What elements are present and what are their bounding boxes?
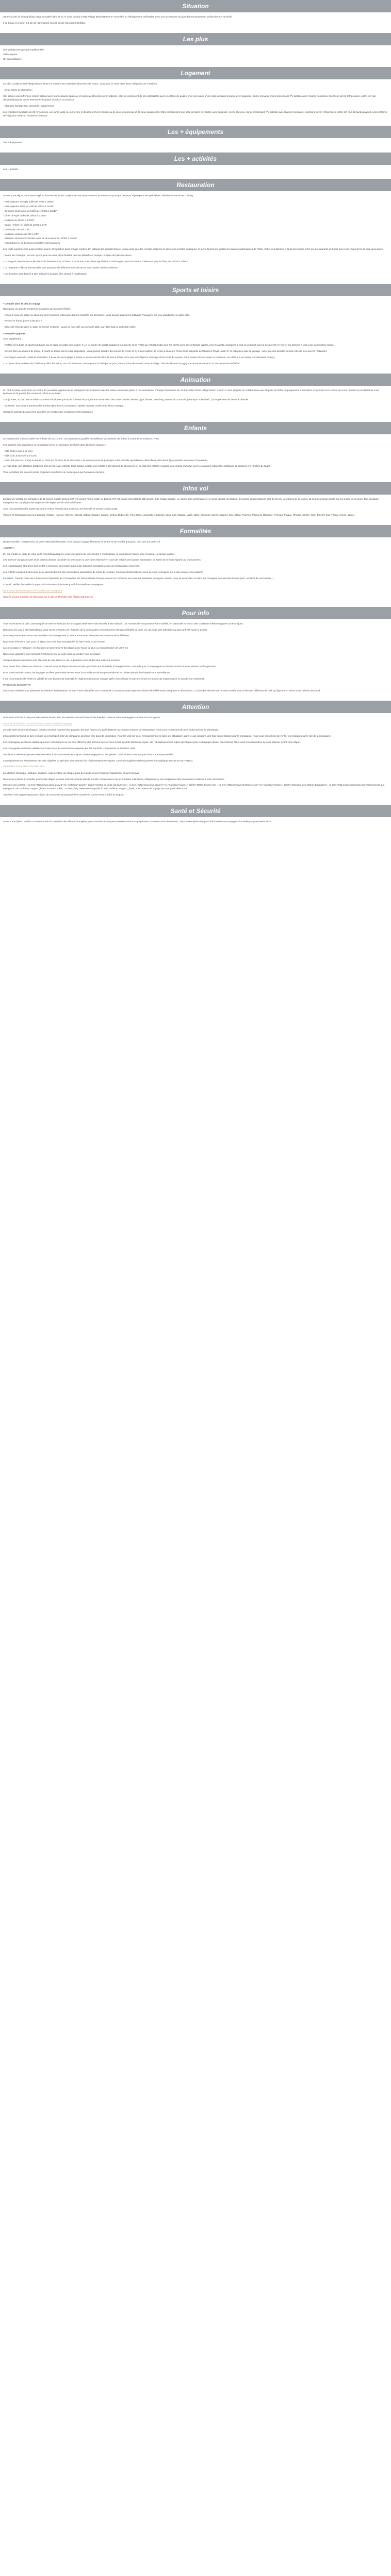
- paragraph: Tous les horaires de vols communiqués ont été transmis par la compagnie aérienne et sont donnés à titre indicatif. Les horaires de vols peuvent être modifiés, en particulier en raison des conditions météorologiques ou techniques.: [3, 622, 244, 625]
- paragraph: La situation climatique, politique, sanitaire, réglementaire de chaque pays du monde peuvent changer rapidement et sans préavis.: [3, 771, 140, 774]
- paragraph: Découvrez un plus de nombreuses activités que propose l'hôtel :: [3, 307, 71, 310]
- paragraph: L'enregistrement et le traitement des vols réguliers ou spéciaux sont soumis à la réglementation en vigueur. Des frais supplémentaires peuvent être appliqués en cas de non-respect.: [3, 759, 193, 762]
- section-title: Les plus: [183, 35, 208, 43]
- meal-item: - Dîner de style buffet de 19h00 à 21h30*: [3, 214, 46, 217]
- paragraph: Certaines activités peuvent être annulées en fonction des conditions météorologiques.: [3, 411, 94, 414]
- paragraph: A NOTER :: [3, 546, 15, 549]
- section-restauration: [0, 191, 391, 283]
- paragraph: Située à côté de la magnifique plage de sable blanc et fin, le Club Coralia Cristal Village Beach Resort 4* vous offre un hébergement confortable avec une architecture qui joue harmonieusement la blancheur et la mixité.: [3, 15, 233, 18]
- paragraph: Toutefois il est rappelé qu'aucune région du monde ne saurait peut-être considérée comme étant à l'abri de risques.: [3, 793, 124, 796]
- paragraph: Les liaisons aériennes peuvent être soumises à des contraintes techniques, météorologiques ou des grèves. Ces incidents n'entrent pas dans notre responsabilité.: [3, 753, 174, 756]
- meal-item: - Glaces de 10h00 à 23h*: [3, 228, 30, 231]
- paragraph: - Mini-Club (de 4 à 12 ans) en été et en hiver (en fonction de la demande). Les enfants pourront participer à des activités quotidiennes diversifiées selon leurs âges pendant les heures d'ouverture.: [3, 459, 208, 462]
- paragraph: Les mineurs voyageant sans leurs parents devront posséder un passeport ou une carte d'identité en cours de validité ainsi qu'une autorisation de sortie de territoire signée par leurs parents.: [3, 558, 202, 562]
- section-header-logement: [0, 67, 391, 79]
- hotel-description-page: [0, 0, 391, 832]
- paragraph: - Amusez-vous à la plage ou dans une des 5 piscines extérieures (dont 1 chauffée sur demande). Vous pouvez également pratiquer l'Aquagym, les jeux aquatiques, le water-polo.: [3, 313, 190, 316]
- paragraph-heading: PRÉCISION DESCRIPTIF: [3, 683, 31, 686]
- section-attention: [0, 713, 391, 805]
- section-title: Animation: [180, 376, 211, 383]
- section-header-sports: [0, 284, 391, 296]
- travellers-info-heading: INFORMATIONS AUX VOYAGEURS :: [3, 766, 45, 769]
- section-title: Enfants: [184, 424, 207, 432]
- section-header-sante: [0, 805, 391, 817]
- section-title: Formalités: [180, 527, 211, 535]
- meal-item: - Petit-déjeuner tardif au café de 10h15 à 11h15*: [3, 205, 55, 208]
- paragraph: Dans tous les cas, il est impératif que vous soyez présents à la réception de la convocation comprenant les horaires définitifs de votre vol, qui vous sera adressée au plus tard 72h avant le départ.: [3, 628, 208, 631]
- section-header-vol: [0, 482, 391, 495]
- section-activites: [0, 165, 391, 179]
- kids-club-item: - Kids Club Junior (de 4 à 6 ans): [3, 454, 37, 457]
- paragraph: Les + activités: [3, 167, 19, 171]
- plus-item: Vaste espace: [3, 53, 18, 56]
- paragraph: - Rechargez-vous à la moitié de vos loisirs, à deux pas de la plage. Il existe un centre de bien-être de luxe à l'hôtel sur le spa qui intègre le massage et les soins de la peau. Vous pouvez trouver aussi un hammam, un coiffeur et un sauna (sur demande / supp.): [3, 355, 275, 359]
- paragraph: Pour la sécurité de chacun, les bagages et effets personnels restent sous la surveillance de leur propriétaire et ne doivent jamais être laissés sans surveillance.: [3, 671, 170, 674]
- country-sheet-link[interactable]: Cliquez ici pour consulter la fiche pays sur le site du Ministère des Affaires Étrangères: [3, 595, 93, 598]
- paragraph: Nous ne pouvons être tenus responsables d'un changement d'horaire entre votre réservation et la convocation définitive.: [3, 634, 130, 637]
- section-info: [0, 619, 391, 701]
- paragraph: - Restez en forme, jouez à des jeux !: [3, 319, 42, 323]
- paragraph: La flotte de Volotea est composée de 19 avions modèle Boeing 737 et 6 avions Airbus A319. Le Boeing 717 est équipé d'un total de 125 sièges, 5 de chaque rangée. Le sièges sont confortables et le siège central est attribué, les sièges couloir (places) sont de 81 cm. Les sièges de la rangée 12 sont des sièges situés sur les issues de secours. Tout passager voyageant sur ces sièges doit respecter des règles de sécurité spécifiques.: [3, 498, 379, 504]
- section-header-formalites: [0, 525, 391, 537]
- paragraph: - Deux sortes de chambres :: [3, 89, 33, 92]
- paragraph: Nous vous informons que, pour un séjour, les nuits sont susceptibles de faire l'objet d'une écoute.: [3, 640, 106, 643]
- section-title: Les + activités: [174, 155, 217, 162]
- section-situation: [0, 12, 391, 33]
- paragraph: - Le centre de la thalasso de l'hôtel vous offre des soins, Jacuzzi, hammam, massages et la thérapie en pont, sauna, soins de beauté, cures anti-âge ; bain bouillonnant (supp.). Le centre se trouve à 20 min de voiture de l'hôtel.: [3, 362, 240, 365]
- paragraph: Les chambres familiales de 25 m² sont une vue sur le jardin ou sur la mer et disposent d'un lit double ou de deux lits jumeaux et de deux canapés-lits. Elles comprennent une salle de bains en marbre avec baignoire, sèche-cheveux, miroir grossissant, TV satellite avec chaînes musicales, téléphone direct, réfrigérateur, coffre-fort (sur demande/payant), accès Internet Wi-Fi gratuit et balcon meublé ou terrasse.: [3, 110, 387, 117]
- paragraph: Lors de votre arrivée à l'aéroport, certains services pourront être payants, tels que l'accès à la salle d'attente ou certains services de restauration. Nous vous remercions de bien vouloir prévoir le nécessaire.: [3, 728, 219, 732]
- paragraph: Bonne nouvelle : Compte tenu de votre nationalité française, vous pouvez voyager librement en Grèce et sur les îles grecques, quel que soit votre vol.: [3, 540, 161, 543]
- paragraph: Nous vous informons que pour des raisons de sécurité, les mesures de restriction sur les liquides contenus dans les bagages cabines sont en vigueur.: [3, 716, 161, 719]
- paragraph: Au Kids Club, une sélection d'activités sera pensée aux enfants. Club Coralia invitera vos enfants à des ateliers de découverte et au club des enfants ! Laissez vos enfants s'amuser avec les activités culturelles, artistiques et sportives (en fonction de l'âge).: [3, 465, 271, 468]
- paragraph: Avant votre départ, veuillez consulter le site du ministère des Affaires étrangères pour consulter les risques sanitaires existants qui peuvent concerner votre destination : https://www.diplomatie.gouv.fr/fr/conseils-aux-voyageurs/conseils-par-pays-destination/: [3, 820, 271, 823]
- kids-club-item: - Kids Club (4 ans à 12 ans): [3, 449, 32, 452]
- paragraph: Les activités sont proposées en coopération avec un animateur de l'hôtel dans plusieurs langues :: [3, 443, 106, 446]
- paragraph: - Snack Bar Orangos : un coin sympa pour les amis et les familles pour se détendre et manger un choix de plats de saison.: [3, 254, 132, 257]
- section-title: Les + équipements: [167, 128, 224, 135]
- paragraph: Les + équipement :: [3, 141, 24, 144]
- section-header-info: [0, 607, 391, 619]
- included-bullet: [3, 302, 388, 306]
- paragraph: Nous vous invitons à consulter avant votre départ les sites Internet suivants afin de prendre connaissance des éventuelles restrictions, obligations ou tout simplement des informations relatives à votre destination.: [3, 777, 225, 781]
- section-title: Situation: [182, 3, 209, 10]
- section-title: Logement: [181, 70, 210, 77]
- section-equipements: [0, 138, 391, 152]
- section-vol: [0, 495, 391, 525]
- paragraph: Vous devez être présent au minimum 2 heures avant le départ de votre vol pour procéder aux formalités d'enregistrement. Faute de quoi, la compagnie se réserve le droit de vous refuser l'embarquement.: [3, 665, 217, 668]
- section-header-restauration: [0, 179, 391, 191]
- paragraph: - Chambre familiale (sur demande / supplément) :: [3, 105, 56, 108]
- paragraph: En Club Coralia, vous serez au centre de nouvelles expériences et partagerez des moments avec les autres vacanciers grâce à nos animations. L'équipe d'animation du Club Coralia Cristal Village Beach Resort 4* vous propose en collaboration avec l'équipe de l'hôtel un programme d'animation en journée et en soirée, qui vous donnera la possibilité de vous épanouir et de passer des vacances riches en activités.: [3, 388, 379, 395]
- meal-item: - Sélection de boissons locales avec et sans alcool de 10h00 à minuit*: [3, 237, 77, 240]
- paragraph: - Bréez de l'énergie dans le salon de remise en forme ; jouez au mini-golf, au tennis de table, au volley-ball ou au beach-volley.: [3, 326, 136, 329]
- paragraph: - Le restaurant Tiblissa est favorable pour proposer de délicieux fruits de mer et une cuisine méditerranéenne.: [3, 266, 119, 269]
- paragraph: - L'Ecumbaya et de boissons importées sont payantes.: [3, 242, 61, 245]
- diplomatie-link[interactable]: https://www.diplomatie.gouv.fr/fr/conseils-aux-voyageurs: [3, 589, 62, 592]
- paragraph: Conseil : vérifiez l'actualité du pays sur le site www.diplomatie.gouv.fr/fr/conseils-aux-voyageurs: [3, 583, 104, 586]
- paragraph: Durant votre séjour, vous serez logé en formule tout inclus comprenant les repas suivants au restaurant principal Veranda, réputé pour ses spécialités culinaires et son show cooking :: [3, 194, 194, 197]
- paragraph: Les enfants voyageant sans leurs deux parents doivent être munis d'une autorisation de sortie de territoire. Pour plus d'informations, merci de vous renseigner sur le site www.service-public.fr: [3, 571, 203, 574]
- section-enfants: [0, 434, 391, 482]
- section-animation: [0, 386, 391, 422]
- paragraph: Nous vous rappelons que l'aéroport n'est pas le lieu de votre point de rendez-vous de départ.: [3, 653, 101, 656]
- section-header-equipements: [0, 126, 391, 138]
- paragraph: Il se trouve à environ 2,5 km de Hammamet et à 25 km de l'aéroport d'Enfidha.: [3, 21, 86, 24]
- paragraph: Ministère de la Santé : <a href="http://www.sante.gouv.fr" rel="nofollow" target="_blank">Institut de veille sanitaire</a> : <a href="http://www.invs.sante.fr" rel="nofollow" target="_blank">Météo France</a> : <a href="http://www.meteofrance.com" rel="nofollow" target="_blank">Ministère des Affaires Étrangères : <a href="http://www.diplomatie.gouv.fr/fr/conseils-aux-voyageurs" rel="nofollow" target="_blank">Service public : <a href="http://www.service-public.fr" rel="nofollow" target="_blank">Documents de voyage pour les particuliers.</a>: [3, 784, 385, 790]
- paragraph: - Si vous êtes un amateur de tennis, 4 courts de tennis sont à votre disposition. Vous pouvez prendre des leçons de tennis et il y a des matériel de tennis à louer. Le Tennis Club fait partie de l'Ukinteur Royal Nation 5* et est à deux pas de la plage ; ainsi que des activités de bien-être de luxe avec le restaurant.: [3, 349, 328, 352]
- meal-item: - Déjeuner sous forme de buffet de 12h30 à 14h30*: [3, 210, 57, 213]
- paragraph: Les ressortissants étrangers sont invités à s'informer des règles auprès des autorités consulaires et/ou de l'ambassade concernée.: [3, 565, 140, 568]
- bullet-label: En option payante: [4, 332, 25, 335]
- bullet-icon: •: [3, 302, 5, 305]
- paragraph: Les compagnies aériennes utilisées ont toutes reçu les autorisations requises par les autorités compétentes de l'aviation civile.: [3, 747, 136, 750]
- paragraph: Les chefs expérimentés puiseront leur source d'inspiration dans chaque contrée. En utilisant des produits frais et locaux ainsi que des recettes inspirées et saines de recettes classiques, le menu fournit à la palette les saveurs authentiques de l'hôtel. Votre seul dilemme ? Quel bus choisir entre les 4 restaurants et 3 bars pour vivre l'expérience la plus savoureuse.: [3, 248, 384, 251]
- paragraph: Les photos utilisées pour présenter les hôtels et la destination ne sont à titre indicatif et non contractuel. Concernant votre logement, l'hôtel offre différentes catégories et décorations. La chambre allouée lors de votre arrivée pourra être une différente de celle qui figurent en photo sur le présent descriptif.: [3, 689, 321, 692]
- paragraph: Il est recommandé de vérifier la validité de vos documents d'identité, la réglementation peut changer après votre départ et nous ne serons en aucun cas responsables en cas de non-conformité.: [3, 677, 205, 680]
- section-plus: [0, 45, 391, 67]
- paragraph: Le Coralia Kids Club accueille vos enfants de 4 à 12 ans. Les animateurs qualifiés accueilleront vos enfants, de 10h00 à 12h00 et de 14h00 à 17h00.: [3, 437, 160, 440]
- paragraph: Avec supplément :: [3, 337, 23, 341]
- bullet-label: Compris dans le prix du voyage: [4, 302, 41, 305]
- section-header-animation: [0, 374, 391, 386]
- section-formalites: [0, 537, 391, 607]
- plus-item: Une architecture grecque traditionnelle: [3, 48, 44, 51]
- paragraph: * Les horaires sont donnés à titre indicatif et peuvent être soumis à modification.: [3, 272, 87, 275]
- meal-item: - Snack - Pizza (en plus) de 12h30 à 17h*: [3, 223, 47, 226]
- paragraph: - En soirée, tous vous proposons des soirées rythmées et conviviales : Apéritif dansant, soirée jeux, show musique...: [3, 404, 125, 408]
- section-header-attention: [0, 701, 391, 713]
- paragraph: Important : Dans le cadre de la lutte contre l'épidémie de Coronavirus, les ressortissants français doivent se conformer aux mesures sanitaires en vigueur dans le pays de destination et selon les consignes des autorités locales (test, certificat de vaccination...).: [3, 577, 274, 580]
- paragraph: La convocation à l'aéroport ; les horaires se basent sur le décollage à une heure de plus ou moins l'horaire de votre vol.: [3, 647, 128, 650]
- section-header-activites: [0, 152, 391, 165]
- meal-item: - Collation nocturne de 23h à 23h*: [3, 232, 39, 235]
- paragraph: - La Pergola Taverna est un lieu de sortie fabuleux pour un bistro sous la mer. Les clients apprécient la cuisine grecque et le service chaleureux pour le dîner de 19h00 à 21h00*: [3, 260, 188, 263]
- section-title: Infos vol: [183, 485, 208, 493]
- paragraph: Le Club Coralia Cristal Village Beach Resort 4* compte 322 chambres blanches à la chaux. Vous avez le choix entre deux catégories de chambres :: [3, 82, 158, 86]
- section-logement: [0, 79, 391, 125]
- paragraph: Certains départs ou retours sont effectués de nuit. Dans ce cas, la première et/ou la dernière nuit sera écourtée.: [3, 659, 121, 662]
- bullet-icon: •: [3, 332, 5, 335]
- paragraph: Pour les bébés, les parents seront organisés sous forme de rondes pour que l'activité se termine.: [3, 471, 105, 474]
- section-header-situation: [0, 0, 391, 12]
- section-header-plus: [0, 33, 391, 45]
- section-sports: [0, 296, 391, 374]
- paragraph: L'enregistrement peut se faire en ligne ou à l'aéroport selon la compagnie aérienne et le pays de destination. Pour les vols low cost, l'enregistrement en ligne est obligatoire, dans le cas contraire, des frais seront facturés par la compagnie. Nous vous conseillons de vérifier les modalités sur le site de la compagnie.: [3, 735, 332, 738]
- section-title: Restauration: [176, 181, 215, 189]
- meal-item: - Collation de 15h00 à 17h00*: [3, 218, 35, 222]
- paragraph: Avec l'incorporation des quatre nouveaux Airbus, Volotea aura des lieux une flotte de 23 avions courant 2016.: [3, 507, 118, 510]
- paragraph: - Profitez de la base de sports nautiques sur la plage de sable pour goûter. Il y a un centre de sports nautiques tout proche de la l'hôtel qui est disponible pour les clients avec des certificats valides, avec 5 canots, 3 barques à voile et un kayak pour la découverte en mer et sur planche à voile avec un moniteur (supp.).: [3, 343, 335, 346]
- meal-item: - Petit-déjeuner de style buffet de 7h00 à 10h00*: [3, 200, 54, 204]
- paragraph: Ces pièces vous offrent un confort optimal avec leurs espaces spacieux et lumineux. Décorées avec sobriété, elles se composent de lits confortables avec une literie de qualité, d'un coin salon, d'une salle de bains privative avec baignoire, sèche-cheveux, miroir grossissant, TV satellite avec chaînes musicales, téléphone direct, réfrigérateur, coffre-fort (sur demande/payant), accès Internet Wi-Fi gratuit et balcon ou terrasse.: [3, 95, 376, 101]
- section-title: Sports et loisirs: [172, 286, 219, 294]
- option-bullet: [3, 332, 388, 336]
- plus-item: Un bon ambiance: [3, 57, 22, 60]
- section-title: Attention: [182, 703, 209, 711]
- section-title: Pour info: [182, 609, 209, 617]
- paragraph: - En journée, un plan des activités sportives et ludiques qui font le richesse du programme d'animation des clubs Coralia. Aerobic, gym, fitness, stretching, water-polo, tournois (pétanque, volley-ball...) vous permettront de vous défouler...: [3, 398, 251, 401]
- section-header-enfants: [0, 422, 391, 434]
- paragraph: Les compagnies aériennes utilisées pour les vols charters ou low cost offrent le plus souvent des services à bord payants (boissons, repas, etc.) et appliquent des règles spécifiques pour les bagages (poids, dimensions). Nous vous recommandons de vous informer avant votre départ.: [3, 740, 301, 743]
- section-title: Santé et Sécurité: [170, 807, 221, 815]
- liquids-restriction-link[interactable]: mesures de restriction sur les liquides contenus dans les bagages: [3, 722, 73, 725]
- paragraph: En cas d'oubli ou perte de votre carte d'identité/passeport, nous vous prions de vous rendre à l'ambassade ou consulat de France pour récupérer un laissez-passer.: [3, 552, 175, 555]
- section-sante: [0, 817, 391, 832]
- paragraph: Volotea 70 destinations par leur propose Volotea : Ajaccio, Athènes, Biarritz, Bilbao, Cagliari, Catane, Corfou, Dubrovnik, Faro, Ibiza, Lanzarote, Heraklion, Ibiza, Kos, Malaga, Malte, Milan, Mykonos, Munich, Naples, Nice, Olbia, Palerme, Palma de Majorque, Pescara, Prague, Rhodes, Séville, Split, Tenerife Sud, Tirana, Venise, Zante...: [3, 513, 356, 516]
